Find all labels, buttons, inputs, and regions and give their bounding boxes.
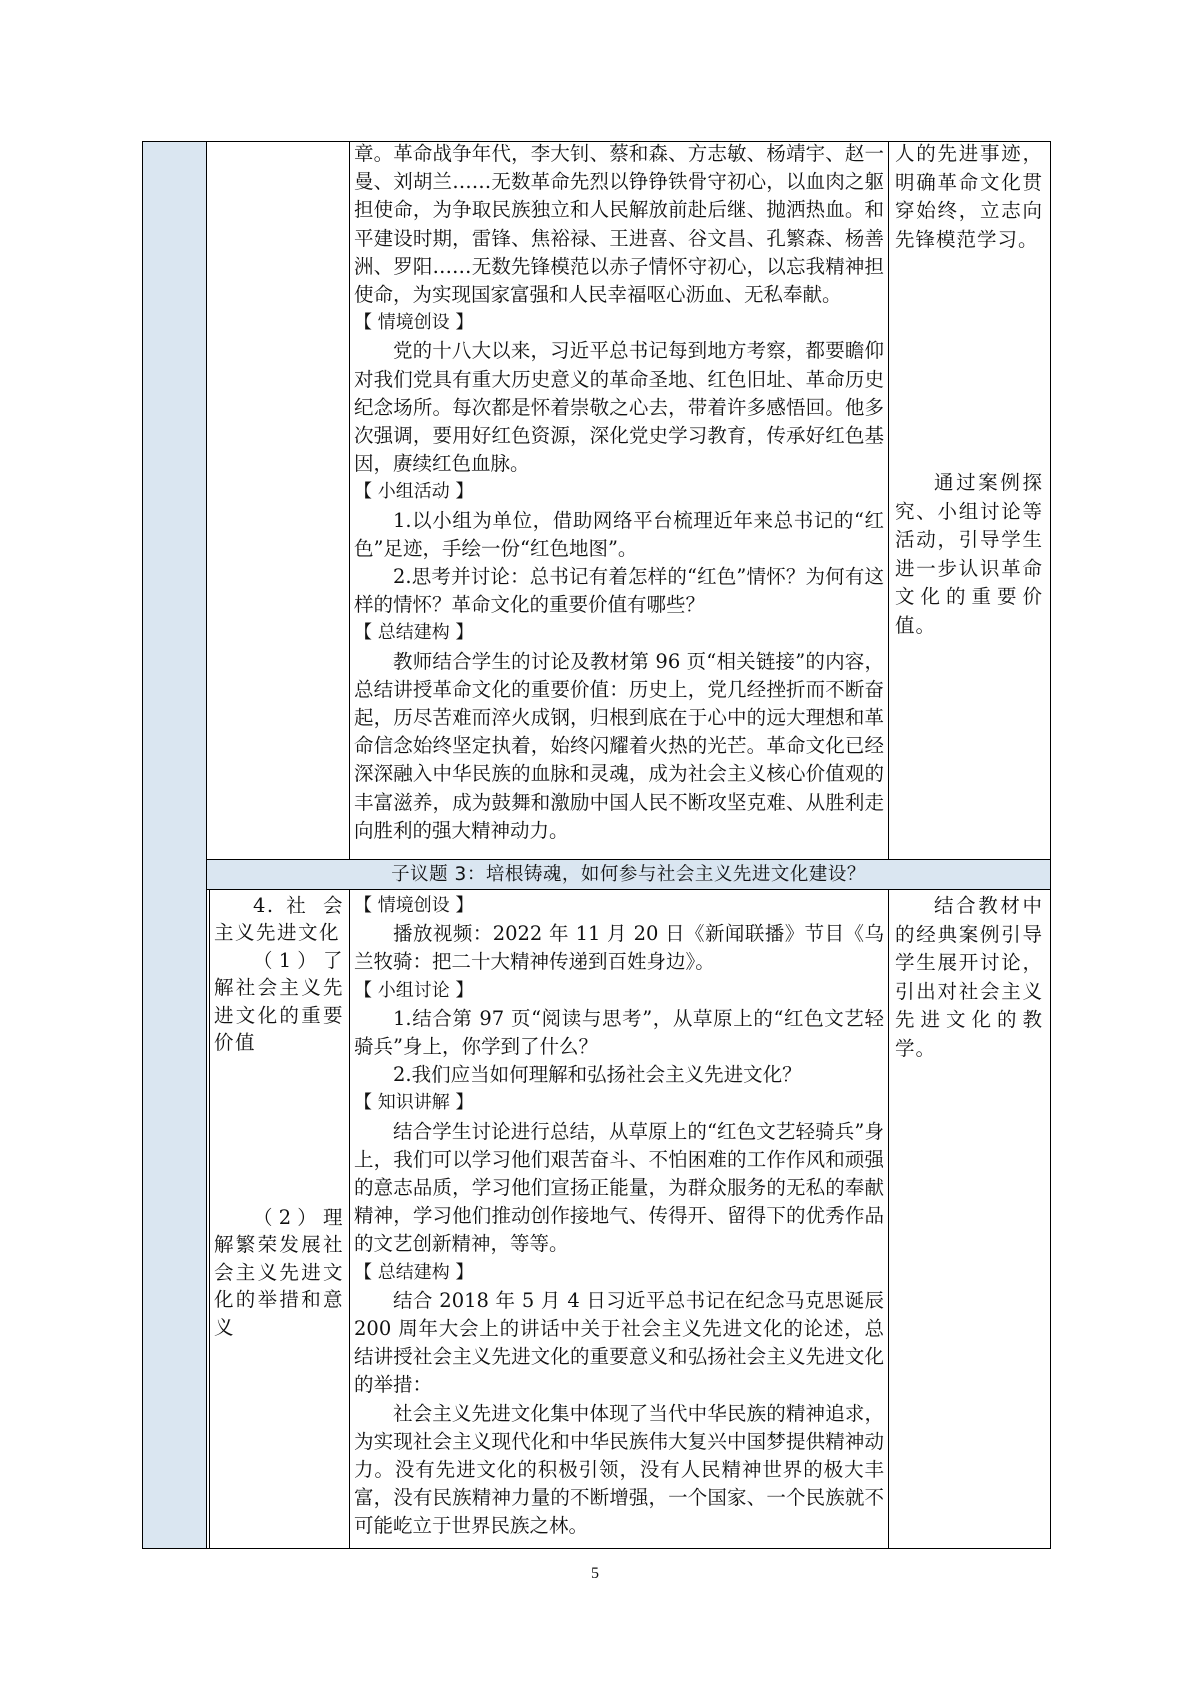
topic-label: 4. 社 会主义先进文化 xyxy=(214,894,344,945)
section-heading: 【 总结建构 】 xyxy=(354,1261,474,1283)
section-heading: 【 小组讨论 】 xyxy=(354,979,474,1001)
paragraph: 章。革命战争年代，李大钊、蔡和森、方志敏、杨靖宇、赵一曼、刘胡兰……无数革命先烈以铮铮铁骨守初心，以血肉之躯担使命，为争取民族独立和人民解放前赴后继、抛洒热血。和平建设时期，雷锋、焦裕禄、王进喜、谷文昌、孔繁森、杨善洲、罗阳……无数先锋模范以赤子情怀守初心，以忘我精神担使命，为实现国家富强和人民幸福呕心沥血、无私奉献。 xyxy=(354,142,884,307)
paragraph: 结合 2018 年 5 月 4 日习近平总书记在纪念马克思诞辰 200 周年大会上的讲话中关于社会主义先进文化的论述，总结讲授社会主义先进文化的重要意义和弘扬社会主义先进文化的举措： xyxy=(354,1288,884,1397)
section-heading: 【 总结建构 】 xyxy=(354,622,474,644)
column-divider xyxy=(888,142,889,859)
page-number: 5 xyxy=(591,1565,599,1582)
blue-margin-column xyxy=(143,142,207,1548)
design-intent-note: 结合教材中的经典案例引导学生展开讨论，引出对社会主义先进文化的教学。 xyxy=(895,894,1043,1060)
paragraph: 1.结合第 97 页“阅读与思考”，从草原上的“红色文艺轻骑兵”身上，你学到了什么？ xyxy=(354,1006,884,1059)
column-divider xyxy=(349,142,350,859)
bottom-side-cell xyxy=(895,892,1043,1064)
column-divider xyxy=(888,890,889,1548)
paragraph: 社会主义先进文化集中体现了当代中华民族的精神追求，为实现社会主义现代化和中华民族伟大复兴中国梦提供精神动力。没有先进文化的积极引领，没有人民精神世界的极大丰富，没有民族精神力量的不断增强，一个国家、一个民族就不可能屹立于世界民族之林。 xyxy=(354,1401,884,1538)
topic-label: （2）理解繁荣发展社会主义先进文化的举措和意义 xyxy=(214,1206,344,1339)
paragraph: 结合学生讨论进行总结，从草原上的“红色文艺轻骑兵”身上，我们可以学习他们艰苦奋斗、不怕困难的工作作风和顽强的意志品质，学习他们宣扬正能量，为群众服务的无私的奉献精神，学习他们推动创作接地气、传得开、留得下的优秀作品的文艺创新精神，等等。 xyxy=(354,1119,884,1256)
topic-label: （1）了解社会主义先进文化的重要价值 xyxy=(214,948,344,1055)
top-side-cell-2 xyxy=(895,469,1043,641)
paragraph: 2.思考并讨论：总书记有着怎样的“红色”情怀？为何有这样的情怀？革命文化的重要价值有哪些？ xyxy=(354,565,884,617)
section-heading: 【 知识讲解 】 xyxy=(354,1092,474,1114)
bottom-main-cell xyxy=(354,892,884,1541)
column-divider xyxy=(349,890,350,1548)
paragraph: 1.以小组为单位，借助网络平台梳理近年来总书记的“红色”足迹，手绘一份“红色地图”。 xyxy=(354,508,884,560)
bottom-left-cell xyxy=(214,892,344,1056)
bottom-left-cell-2 xyxy=(214,1204,344,1341)
column-divider xyxy=(209,890,210,1548)
section-heading: 【 小组活动 】 xyxy=(354,481,474,503)
paragraph: 教师结合学生的讨论及教材第 96 页“相关链接”的内容，总结讲授革命文化的重要价值：历史上，党几经挫折而不断奋起，历尽苦难而淬火成钢，归根到底在于心中的远大理想和革命信念始终坚定执着，始终闪耀着火热的光芒。革命文化已经深深融入中华民族的血脉和灵魂，成为社会主义核心价值观的丰富滋养，成为鼓舞和激励中国人民不断攻坚克难、从胜利走向胜利的强大精神动力。 xyxy=(354,649,884,842)
design-intent-note: 通过案例探究、小组讨论等活动，引导学生进一步认识革命文化的重要价值。 xyxy=(895,471,1043,637)
design-intent-note: 人的先进事迹，明确革命文化贯穿始终，立志向先锋模范学习。 xyxy=(895,142,1043,251)
top-side-cell xyxy=(895,140,1043,254)
paragraph: 2.我们应当如何理解和弘扬社会主义先进文化？ xyxy=(393,1063,802,1087)
top-main-cell xyxy=(354,140,884,845)
paragraph: 播放视频：2022 年 11 月 20 日《新闻联播》节目《乌兰牧骑：把二十大精神传递到百姓身边》。 xyxy=(354,922,884,974)
paragraph: 党的十八大以来，习近平总书记每到地方考察，都要瞻仰对我们党具有重大历史意义的革命圣地、红色旧址、革命历史纪念场所。每次都是怀着崇敬之心去，带着许多感悟回。他多次强调，要用好红色资源，深化党史学习教育，传承好红色基因，赓续红色血脉。 xyxy=(354,339,884,476)
section-heading: 【 情境创设 】 xyxy=(354,895,474,916)
subtopic-header: 子议题 3：培根铸魂，如何参与社会主义先进文化建设？ xyxy=(207,859,1050,890)
section-heading: 【 情境创设 】 xyxy=(354,312,474,334)
lesson-plan-table xyxy=(142,141,1051,1549)
